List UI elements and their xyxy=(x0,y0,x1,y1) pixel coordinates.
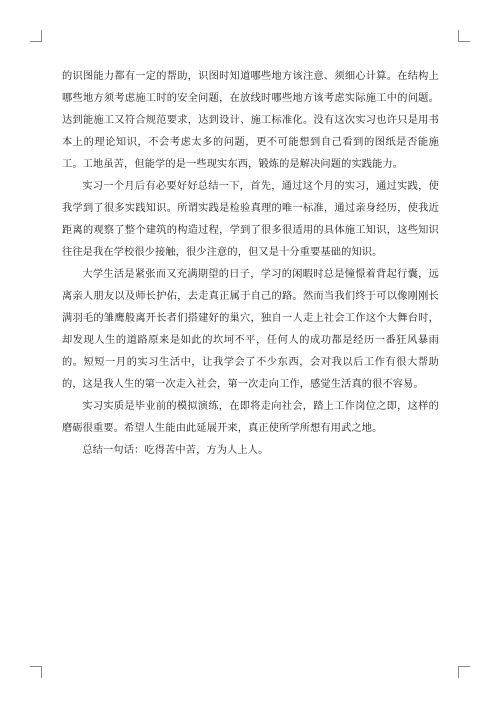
crop-mark-bottom-left xyxy=(30,666,42,678)
paragraph: 的识图能力都有一定的帮助，识图时知道哪些地方该注意、须细心计算。在结构上哪些地方须考虑施工时的安全问题，在放线时哪些地方该考虑实际施工中的问题。达到能施工又符合规范要求，达到设计、施工标准化。没有这次实习也许只是用书本上的理论知识，不会考虑太多的问题，更不可能想到自己看到的图纸是否能施工。工地虽苦，但能学的是一些现实东西，锻炼的是解决问题的实践能力。 xyxy=(62,71,439,170)
crop-mark-top-right xyxy=(458,30,470,42)
paragraph: 实习实质是毕业前的模拟演练，在即将走向社会，踏上工作岗位之即，这样的磨砺很重要。希望人生能由此延展开来，真正使所学所想有用武之地。 xyxy=(62,401,439,434)
document-body xyxy=(62,66,439,462)
crop-mark-bottom-right xyxy=(458,666,470,678)
paragraph: 总结一句话：吃得苦中苦，方为人上人。 xyxy=(82,445,269,456)
paragraph: 实习一个月后有必要好好总结一下，首先，通过这个月的实习，通过实践，使我学到了很多实践知识。所谓实践是检验真理的唯一标准，通过亲身经历，使我近距离的观察了整个建筑的构造过程，学到了很多很适用的具体施工知识，这些知识往往是我在学校很少接触，很少注意的，但又是十分重要基础的知识。 xyxy=(62,181,439,258)
crop-mark-top-left xyxy=(30,30,42,42)
paragraph: 大学生活是紧张而又充满期望的日子，学习的闲暇时总是憧憬着背起行囊，远离亲人朋友以及师长护佑，去走真正属于自己的路。然而当我们终于可以像刚刚长满羽毛的雏鹰般离开长者们搭建好的巢穴，独自一人走上社会工作这个大舞台时，却发现人生的道路原来是如此的坎坷不平，任何人的成功都是经历一番狂风暴雨的。短短一月的实习生活中，让我学会了不少东西，会对我以后工作有很大帮助的，这是我人生的第一次走入社会，第一次走向工作，感觉生活真的很不容易。 xyxy=(62,269,439,390)
